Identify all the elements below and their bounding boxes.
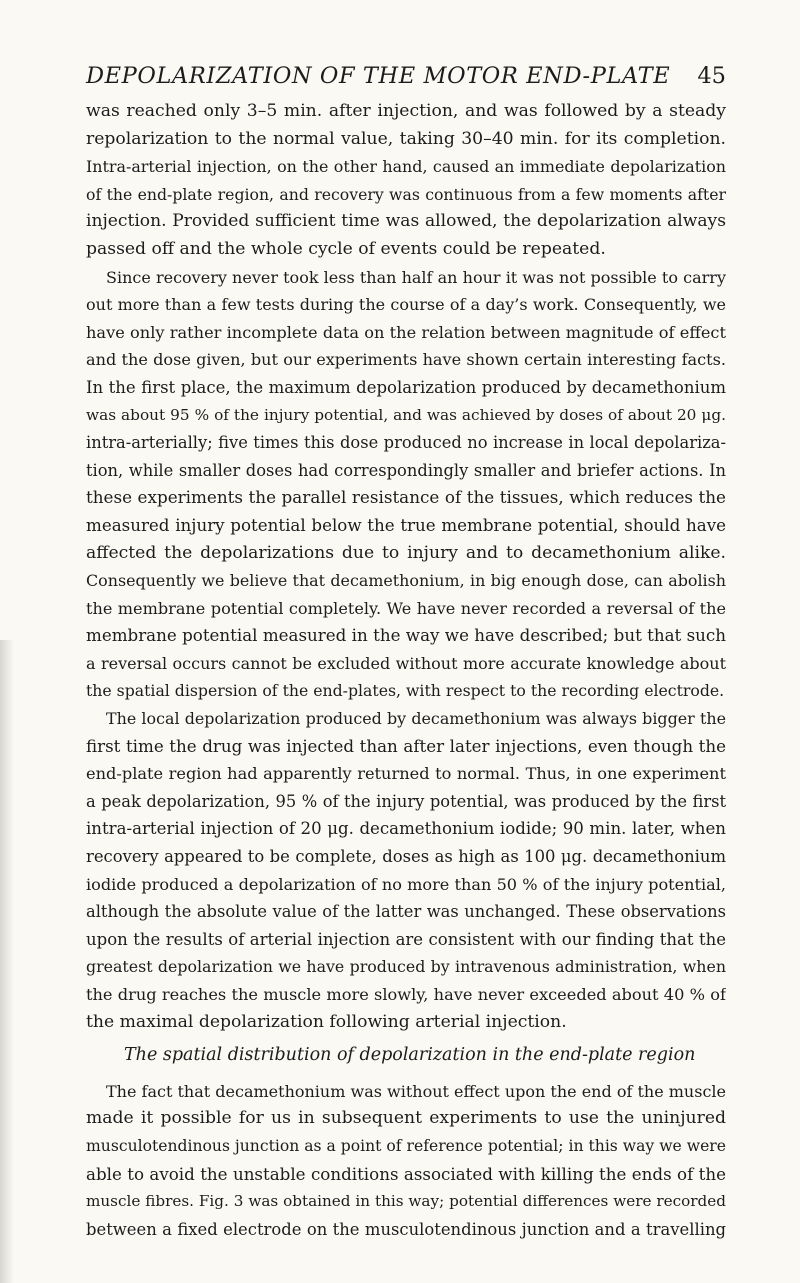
section-paragraph <box>86 1078 726 1244</box>
text-line: was reached only 3–5 min. after injection, and was followed by a steady <box>86 101 726 121</box>
paragraph-2 <box>86 264 726 706</box>
text-line: Consequently we believe that decamethonium, in big enough dose, can abolish <box>86 571 726 591</box>
text-line: made it possible for us in subsequent experiments to use the uninjured <box>86 1108 726 1129</box>
text-line: although the absolute value of the latter was unchanged. These observations <box>86 902 726 922</box>
paragraph-3 <box>86 705 726 1036</box>
text-line: intra-arterially; five times this dose produced no increase in local depolariza- <box>86 433 726 453</box>
text-line: The local depolarization produced by decamethonium was always bigger the <box>106 709 726 729</box>
text-line: musculotendinous junction as a point of reference potential; in this way we were <box>86 1136 726 1155</box>
section-heading: The spatial distribution of depolarization in the end-plate region <box>124 1045 696 1066</box>
running-head <box>86 60 726 92</box>
page-number: 45 <box>697 63 726 89</box>
running-title: DEPOLARIZATION OF THE MOTOR END-PLATE <box>86 63 671 89</box>
text-line: have only rather incomplete data on the relation between magnitude of effect <box>86 322 726 342</box>
text-line: able to avoid the unstable conditions associated with killing the ends of the <box>86 1163 726 1184</box>
text-line: In the first place, the maximum depolarization produced by decamethonium <box>86 377 726 397</box>
text-line: greatest depolarization we have produced by intravenous administration, when <box>86 957 726 977</box>
text-line: tion, while smaller doses had correspondingly smaller and briefer actions. In <box>86 460 726 480</box>
text-line: affected the depolarizations due to injury and to decamethonium alike. <box>86 542 726 563</box>
text-line: a peak depolarization, 95 % of the injury potential, was produced by the first <box>86 791 726 811</box>
text-line: intra-arterial injection of 20 μg. decamethonium iodide; 90 min. later, when <box>86 819 726 839</box>
text-line: of the end-plate region, and recovery was continuous from a few moments after <box>86 184 726 204</box>
text-line: a reversal occurs cannot be excluded without more accurate knowledge about <box>86 653 726 673</box>
text-line: the maximal depolarization following arterial injection. <box>86 1011 567 1032</box>
body-text <box>86 98 726 1243</box>
text-line: these experiments the parallel resistance of the tissues, which reduces the <box>86 487 726 508</box>
text-line: was about 95 % of the injury potential, and was achieved by doses of about 20 μg. <box>86 405 726 424</box>
text-line: membrane potential measured in the way we have described; but that such <box>86 625 726 646</box>
text-line: between a fixed electrode on the musculotendinous junction and a travelling <box>86 1219 726 1239</box>
text-line: the drug reaches the muscle more slowly, have never exceeded about 40 % of <box>86 985 726 1004</box>
text-line: and the dose given, but our experiments have shown certain interesting facts. <box>86 350 726 370</box>
text-line: recovery appeared to be complete, doses as high as 100 μg. decamethonium <box>86 847 726 867</box>
text-line: measured injury potential below the true membrane potential, should have <box>86 514 726 535</box>
text-line: the membrane potential completely. We have never recorded a reversal of the <box>86 598 726 618</box>
text-line: upon the results of arterial injection are consistent with our finding that the <box>86 929 726 949</box>
text-line: first time the drug was injected than after later injections, even though the <box>86 735 726 756</box>
text-line: repolarization to the normal value, taking 30–40 min. for its completion. <box>86 128 726 149</box>
text-line: muscle fibres. Fig. 3 was obtained in this way; potential differences were recorded <box>86 1192 726 1211</box>
text-line: iodide produced a depolarization of no more than 50 % of the injury potential, <box>86 874 726 894</box>
text-line: injection. Provided sufficient time was allowed, the depolarization always <box>86 211 726 232</box>
text-line: the spatial dispersion of the end-plates, with respect to the recording electrode. <box>86 681 725 701</box>
page-gutter-shadow <box>0 640 14 1283</box>
text-line: passed off and the whole cycle of events could be repeated. <box>86 238 606 259</box>
paragraph-1 <box>86 98 726 264</box>
text-line: Intra-arterial injection, on the other hand, caused an immediate depolarization <box>86 157 726 177</box>
text-line: The fact that decamethonium was without effect upon the end of the muscle <box>106 1081 726 1101</box>
text-line: end-plate region had apparently returned to normal. Thus, in one experiment <box>86 764 726 784</box>
text-line: Since recovery never took less than half an hour it was not possible to carry <box>106 267 726 287</box>
text-line: out more than a few tests during the course of a day’s work. Consequently, we <box>86 295 726 315</box>
